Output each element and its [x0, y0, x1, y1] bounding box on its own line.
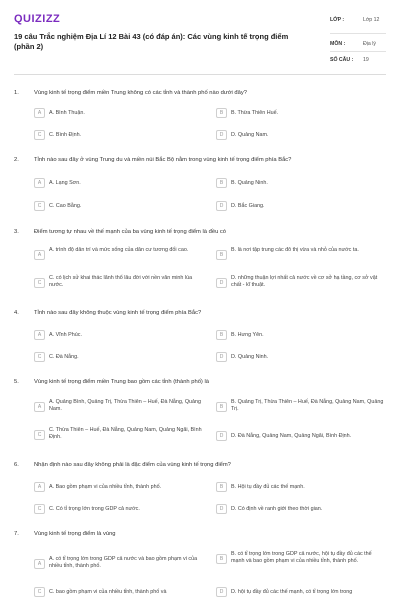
option-badge: B	[216, 402, 227, 412]
option-badge: B	[216, 330, 227, 340]
option-text: A. Lạng Sơn.	[49, 179, 81, 186]
option-badge: A	[34, 482, 45, 492]
option-text: B. Hưng Yên.	[231, 331, 264, 338]
option-text: B. Thừa Thiên Huế.	[231, 109, 279, 116]
question-number: 5.	[14, 379, 19, 385]
option-badge: A	[34, 250, 45, 260]
option-text: D. hội tụ đầy đủ các thế mạnh, có tỉ trọng lớn trong	[231, 588, 353, 595]
document-title: 19 câu Trắc nghiệm Địa Lí 12 Bài 43 (có đáp án): Các vùng kinh tế trọng điểm (phần 2)	[14, 32, 289, 51]
option-badge: D	[216, 278, 227, 288]
option-badge: B	[216, 178, 227, 188]
option-badge: B	[216, 250, 227, 260]
meta-class-label: LỚP :	[330, 17, 345, 23]
question-number: 1.	[14, 90, 19, 96]
option-text: C. Bình Định.	[49, 131, 82, 138]
option-text: C. Thừa Thiên – Huế, Đà Nẵng, Quảng Nam, Quảng Ngãi, Bình Định.	[49, 427, 202, 440]
option-text: B. Hội tụ đầy đủ các thế mạnh.	[231, 483, 305, 490]
meta-divider	[330, 51, 386, 52]
option-text: D. Có định về ranh giới theo thời gian.	[231, 505, 323, 512]
question-number: 7.	[14, 531, 19, 537]
question-text: Vùng kinh tế trọng điểm là vùng	[34, 531, 116, 537]
question-text: Điểm tương tự nhau về thế mạnh của ba vùng kinh tế trọng điểm là đều có	[34, 229, 227, 235]
option-text: D. những thuận lợi nhất cả nước về cơ sở hạ tầng, cơ sở vật chất - kĩ thuật.	[231, 275, 378, 288]
option-badge: D	[216, 130, 227, 140]
option-badge: D	[216, 352, 227, 362]
option-text: A. trình độ dân trí và mức sống của dân cư tương đối cao.	[49, 247, 189, 253]
option-text: B. Quảng Ninh.	[231, 179, 268, 186]
quizizz-logo: QUIZIZZ	[14, 13, 61, 25]
option-badge: C	[34, 278, 45, 288]
option-badge: C	[34, 587, 45, 597]
option-badge: A	[34, 108, 45, 118]
option-text: C. Cao Bằng.	[49, 202, 82, 209]
option-badge: C	[34, 130, 45, 140]
header-divider	[14, 74, 386, 75]
meta-divider	[330, 33, 386, 34]
question-text: Tỉnh nào sau đây không thuộc vùng kinh tế trọng điểm phía Bắc?	[34, 310, 202, 316]
question-number: 6.	[14, 462, 19, 468]
option-badge: D	[216, 587, 227, 597]
option-text: A. có tỉ trọng lớn trong GDP cả nước và bao gồm phạm vi của nhiều tỉnh, thành phố.	[49, 556, 198, 569]
option-text: C. có lịch sử khai thác lãnh thổ lâu đời với nền văn minh lúa nước.	[49, 275, 193, 288]
question-number: 4.	[14, 310, 19, 316]
option-text: C. Đà Nẵng.	[49, 353, 79, 360]
meta-count-label: SỐ CÂU :	[330, 57, 354, 63]
option-badge: B	[216, 108, 227, 118]
option-text: C. bao gồm phạm vi của nhiều tỉnh, thành phố và	[49, 588, 167, 595]
option-badge: D	[216, 504, 227, 514]
question-text: Vùng kinh tế trọng điểm miền Trung không có các tỉnh và thành phố nào dưới đây?	[34, 90, 247, 96]
question-number: 3.	[14, 229, 19, 235]
option-badge: D	[216, 431, 227, 441]
option-text: A. Vĩnh Phúc.	[49, 331, 82, 338]
option-badge: B	[216, 554, 227, 564]
meta-subject-label: MÔN :	[330, 41, 346, 47]
option-text: B. Quảng Trị, Thừa Thiên – Huế, Đà Nẵng, Quảng Nam, Quảng Trị.	[231, 399, 384, 412]
question-number: 2.	[14, 157, 19, 163]
option-text: B. là nơi tập trung các đô thị vừa và nhỏ của nước ta.	[231, 247, 359, 253]
option-badge: A	[34, 330, 45, 340]
option-text: C. Có tỉ trọng lớn trong GDP cả nước.	[49, 505, 140, 512]
option-badge: C	[34, 504, 45, 514]
option-badge: D	[216, 201, 227, 211]
question-text: Nhận định nào sau đây không phải là đặc điểm của vùng kinh tế trọng điểm?	[34, 462, 231, 468]
question-text: Vùng kinh tế trọng điểm miền Trung bao gồm các tỉnh (thành phố) là	[34, 379, 209, 385]
meta-count-value: 19	[363, 57, 369, 63]
option-badge: B	[216, 482, 227, 492]
option-text: A. Bình Thuận.	[49, 109, 85, 116]
option-badge: A	[34, 402, 45, 412]
question-text: Tỉnh nào sau đây ở vùng Trung du và miền núi Bắc Bộ nằm trong vùng kinh tế trọng điểm phía Bắc?	[34, 157, 292, 163]
option-badge: A	[34, 178, 45, 188]
option-text: D. Quảng Ninh.	[231, 353, 269, 360]
option-badge: A	[34, 559, 45, 569]
meta-class-value: Lớp 12	[363, 17, 380, 23]
option-text: D. Quảng Nam.	[231, 131, 269, 138]
option-text: A. Bao gồm phạm vi của nhiều tỉnh, thành phố.	[49, 483, 162, 490]
option-badge: C	[34, 430, 45, 440]
option-text: D. Đà Nẵng, Quảng Nam, Quảng Ngãi, Bình Định.	[231, 432, 352, 439]
option-text: D. Bắc Giang.	[231, 202, 265, 209]
option-text: B. có tỉ trọng lớn trong GDP cả nước, hội tụ đầy đủ các thế mạnh và bao gồm phạm vi của nhiều tỉnh, thành phố.	[231, 551, 372, 564]
option-badge: C	[34, 201, 45, 211]
option-badge: C	[34, 352, 45, 362]
option-text: A. Quảng Bình, Quảng Trị, Thừa Thiên – Huế, Đà Nẵng, Quảng Nam.	[49, 399, 202, 412]
meta-subject-value: Địa lý	[363, 41, 376, 47]
